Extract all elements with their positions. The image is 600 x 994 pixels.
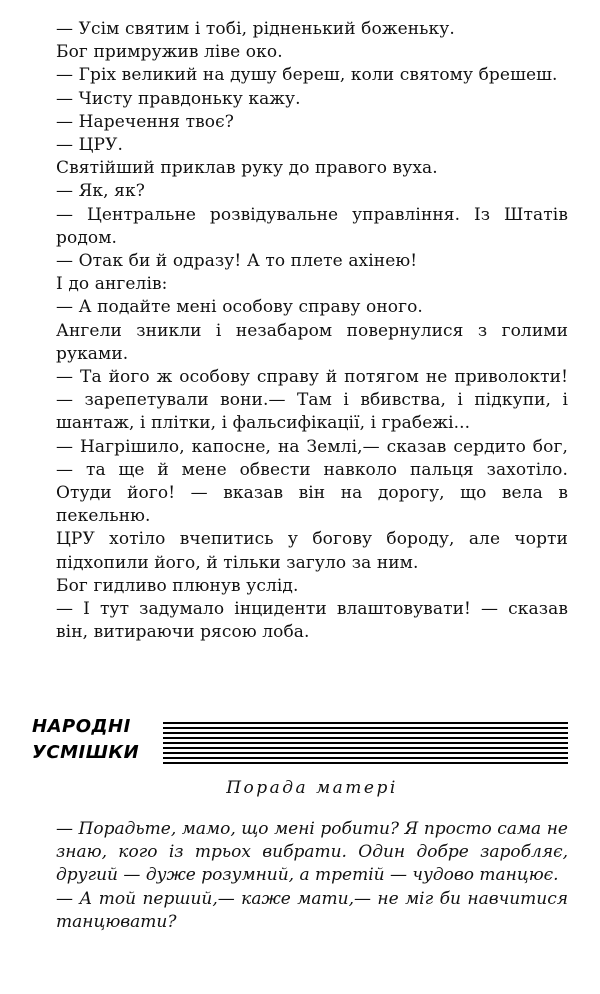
rubric-title-line: УСМІШКИ — [32, 742, 140, 763]
joke-paragraph: — Порадьте, мамо, що мені робити? Я просто сама не знаю, кого із трьох вибрати. Один добре заробляє, другий — дуже розумний, а третій — чудово танцює. — [56, 819, 568, 886]
rule-line — [163, 747, 568, 749]
story-paragraph: — Та його ж особову справу й потягом не приволокти! — зарепетували вони.— Там і вбивства, і підкупи, і шантаж, і плітки, і фальсифікації, і грабежі... — [56, 367, 568, 434]
story-text — [56, 18, 568, 644]
story-paragraph: — Усім святим і тобі, рідненький боженьку. — [56, 19, 455, 39]
story-paragraph: — Отак би й одразу! А то плете ахінею! — [56, 251, 418, 272]
story-paragraph: Бог гидливо плюнув услід. — [56, 575, 299, 596]
rule-line — [163, 757, 568, 759]
story-paragraph: — Нагрішило, капосне, на Землі,— сказав сердито бог,— та ще й мене обвести навколо пальця захотіло. Отуди його! — вказав він на дорогу, що вела в пекельню. — [56, 436, 568, 527]
rule-line — [163, 737, 568, 739]
story-paragraph: — Центральне розвідувальне управління. Із Штатів родом. — [56, 204, 568, 248]
story-paragraph: Святійший приклав руку до правого вуха. — [56, 158, 438, 179]
joke-paragraph: — А той перший,— каже мати,— не міг би навчитися танцювати? — [56, 888, 568, 932]
rule-line — [163, 762, 568, 764]
story-paragraph: — Гріх великий на душу береш, коли святому брешеш. — [56, 65, 558, 86]
story-paragraph: — Чисту правдоньку кажу. — [56, 88, 301, 109]
rule-line — [163, 722, 568, 724]
section-rubric — [32, 714, 568, 770]
rule-line — [163, 732, 568, 734]
rule-line — [163, 752, 568, 754]
story-paragraph: — Наречення твоє? — [56, 111, 234, 132]
rubric-rule-lines — [163, 722, 568, 768]
rubric-title — [32, 714, 157, 766]
rule-line — [163, 727, 568, 729]
story-paragraph: — А подайте мені особову справу оного. — [56, 297, 423, 318]
story-paragraph: — І тут задумало інциденти влаштовувати! — сказав він, витираючи рясою лоба. — [56, 599, 568, 643]
story-paragraph: — ЦРУ. — [56, 135, 123, 156]
story-paragraph: Ангели зникли і незабаром повернулися з голими руками. — [56, 320, 568, 364]
joke-title: Порада матері — [226, 778, 398, 798]
story-paragraph: І до ангелів: — [56, 274, 168, 295]
rule-line — [163, 742, 568, 744]
joke-text — [56, 818, 568, 934]
story-paragraph: ЦРУ хотіло вчепитись у богову бороду, але чорти підхопили його, й тільки загуло за ним. — [56, 529, 568, 573]
story-paragraph: — Як, як? — [56, 181, 145, 202]
story-paragraph: Бог примружив ліве око. — [56, 42, 283, 63]
rubric-title-line: НАРОДНІ — [32, 716, 131, 737]
